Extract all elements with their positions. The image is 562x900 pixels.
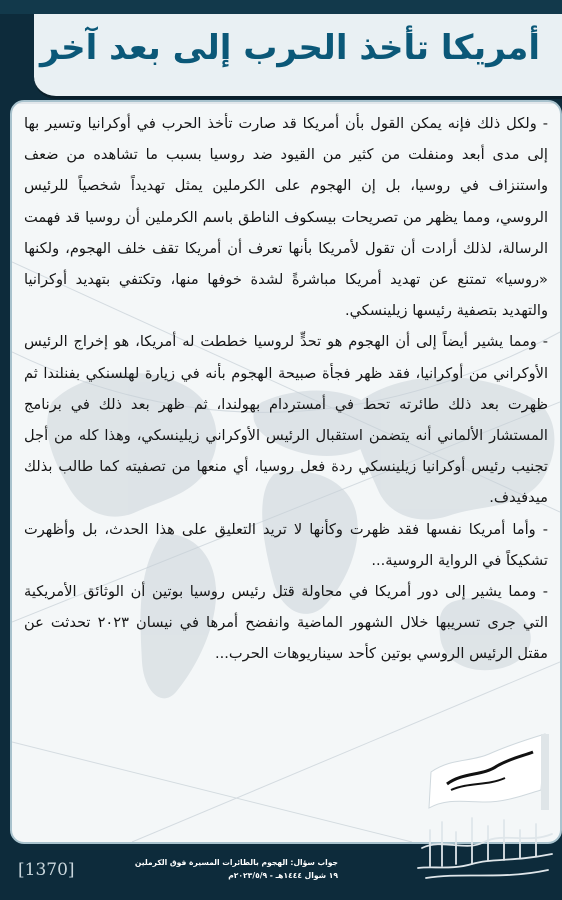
- paragraph-3: - وأما أمريكا نفسها فقد ظهرت وكأنها لا تريد التعليق على هذا الحدث، بل وأظهرت تشكيكاً في الرواية الروسية...: [24, 520, 548, 569]
- paragraph-1: - ولكل ذلك فإنه يمكن القول بأن أمريكا قد صارت تأخذ الحرب في أوكرانيا وتسير بها إلى مدى أبعد ومنفلت من كثير من القيود ضد روسيا بسبب ما تشاهده من ضعف واستنزاف في روسيا، بل إن الهجوم على الكرملين يمثل تهديداً شخصياً للرئيس الروسي، ومما يظهر من تصريحات بيسكوف الناطق باسم الكرملين أن روسيا قد فهمت الرسالة، لذلك أرادت أن تقول لأمريكا بأنها تعرف أن أمريكا تقف خلف الهجوم، ولكنها «روسيا» تمتنع عن تهديد أمريكا مباشرةً لشدة خوفها منها، وتكتفي بتهديد أوكرانيا والتهديد بتصفية رئيسها زيلينسكي.: [24, 115, 548, 320]
- flag-emblem: [425, 732, 549, 810]
- article-body: [24, 108, 548, 670]
- caption-title: جواب سؤال: الهجوم بالطائرات المسيرة فوق الكرملين: [134, 858, 338, 867]
- paragraph-4: - ومما يشير إلى دور أمريكا في محاولة قتل رئيس روسيا بوتين أن الوثائق الأمريكية التي جرى تسريبها خلال الشهور الماضية وانفضح أمرها في نيسان ٢٠٢٣ تحدثت عن مقتل الرئيس الروسي بوتين كأحد سيناريوهات الحرب...: [24, 583, 548, 663]
- source-caption: [134, 856, 338, 882]
- footer: [0, 840, 562, 900]
- caption-date: ١٩ شوال ١٤٤٤هـ - ٢٠٢٣/٥/٩م: [228, 871, 338, 880]
- page-number: [1370]: [18, 860, 75, 880]
- page-title: أمريكا تأخذ الحرب إلى بعد آخر: [40, 28, 540, 68]
- top-strip: [0, 0, 562, 14]
- header-banner: [34, 14, 562, 99]
- paragraph-2: - ومما يشير أيضاً إلى أن الهجوم هو تحدٍّ لروسيا خططت له أمريكا، هو إخراج الرئيس الأوكراني من أوكرانيا، فقد ظهر فجأة صبيحة الهجوم بأنه في زيارة لهلسنكي بفنلندا ثم ظهرت بعد ذلك طائرته تحط في أمستردام بهولندا، ثم ظهر بعد ذلك في برنامج المستشار الألماني أنه يتضمن استقبال الرئيس الأوكراني زيلينسكي، وهذا كله من أجل تجنيب رئيس أوكرانيا زيلينسكي ردة فعل روسيا، أي منعها من تصفيته كما طالب بذلك ميدفيدف.: [24, 333, 548, 507]
